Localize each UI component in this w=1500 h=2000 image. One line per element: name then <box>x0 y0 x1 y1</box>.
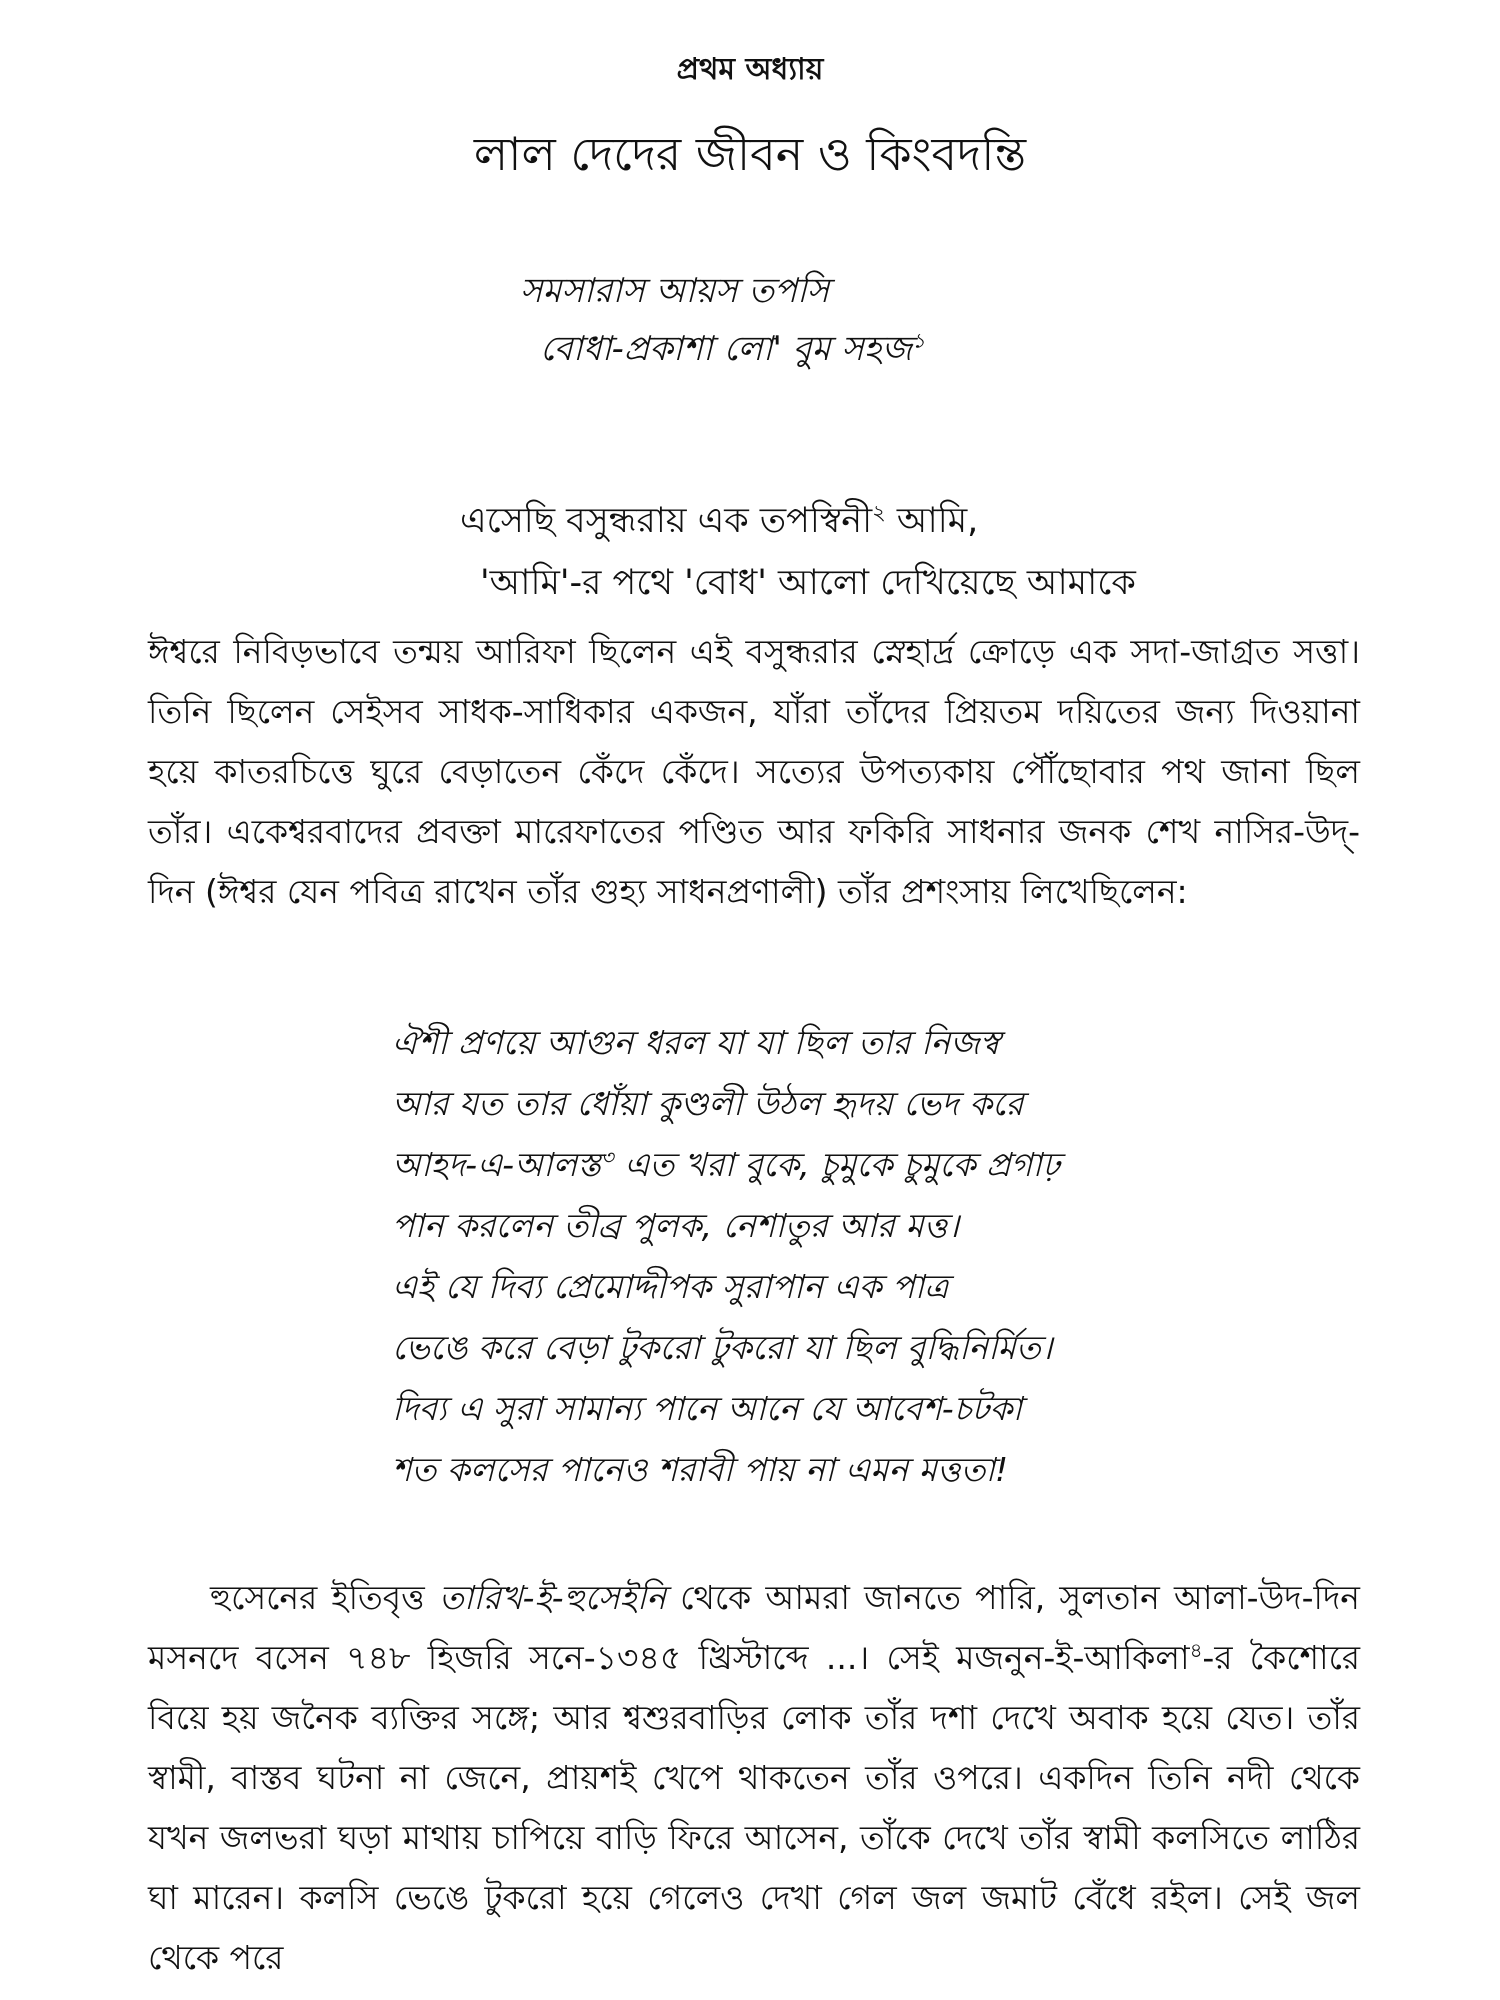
chapter-label: প্রথম অধ্যায় <box>676 52 824 87</box>
translation-line-text: এসেছি বসুন্ধরায় এক তপস্বিনী <box>460 501 873 541</box>
footnote-marker: ৪ <box>1189 1639 1203 1662</box>
epigraph-translation <box>460 490 1136 614</box>
verse-line: ঐশী প্রণয়ে আগুন ধরল যা যা ছিল তার নিজস্ব <box>392 1023 1000 1062</box>
paragraph-text: হুসেনের ইতিবৃত্ত <box>210 1578 439 1617</box>
verse-line-tail: এত খরা বুকে, চুমুকে চুমুকে প্রগাঢ় <box>613 1145 1060 1184</box>
verse-line: পান করলেন তীব্র পুলক, নেশাতুর আর মত্ত। <box>392 1206 960 1245</box>
verse-line: এই যে দিব্য প্রেমোদ্দীপক সুরাপান এক পাত্র <box>392 1267 949 1306</box>
translation-line-text: 'আমি'-র পথে 'বোধ' আলো দেখিয়েছে আমাকে <box>480 563 1136 603</box>
paragraph-text: থেকে আমরা জানতে পারি, সুলতান আলা-উদ-দিন মসনদে বসেন ৭৪৮ হিজরি সনে-১৩৪৫ খ্রিস্টাব্দে ...। সেই মজনুন-ই-আকিলা <box>148 1578 1360 1677</box>
verse-line <box>392 1134 1060 1195</box>
body-paragraph <box>148 1568 1360 1988</box>
verse-line-head: আহদ-এ-আলস্ত <box>392 1145 601 1184</box>
verse-line: দিব্য এ সুরা সামান্য পানে আনে যে আবেশ-চটকা <box>392 1389 1023 1428</box>
epigraph-line-text: সমসারাস আয়স তপসি <box>520 271 830 311</box>
footnote-marker: ২ <box>872 500 886 525</box>
translation-line <box>460 552 1136 614</box>
body-paragraph: ঈশ্বরে নিবিড়ভাবে তন্ময় আরিফা ছিলেন এই বসুন্ধরার স্নেহার্দ্র ক্রোড়ে এক সদা-জাগ্রত সত্তা। তিনি ছিলেন সেইসব সাধক-সাধিকার একজন, যাঁরা তাঁদের প্রিয়তম দয়িতের জন্য দিওয়ানা হয়ে কাতরচিত্তে ঘুরে বেড়াতেন কেঁদে কেঁদে। সত্যের উপত্যকায় পৌঁছোবার পথ জানা ছিল তাঁর। একেশ্বরবাদের প্রবক্তা মারেফাতের পণ্ডিত আর ফকিরি সাধনার জনক শেখ নাসির-উদ্-দিন (ঈশ্বর যেন পবিত্র রাখেন তাঁর গুহ্য সাধনপ্রণালী) তাঁর প্রশংসায় লিখেছিলেন: <box>148 632 1360 911</box>
chapter-title: লাল দেদের জীবন ও কিংবদন্তি <box>473 127 1027 181</box>
verse-line: আর যত তার ধোঁয়া কুণ্ডলী উঠল হৃদয় ভেদ করে <box>392 1084 1024 1123</box>
verse-line: শত কলসের পানেও শরাবী পায় না এমন মত্ততা! <box>392 1450 1009 1489</box>
book-title-reference: তারিখ-ই-হুসেইনি <box>438 1578 666 1617</box>
footnote-marker: ১ <box>912 328 926 353</box>
epigraph <box>520 262 925 378</box>
epigraph-line <box>520 262 925 320</box>
translation-line-tail: আমি, <box>885 501 979 541</box>
translation-line <box>460 490 1136 552</box>
epigraph-line <box>520 320 925 378</box>
verse-line: ভেঙে করে বেড়া টুকরো টুকরো যা ছিল বুদ্ধিনির্মিত। <box>392 1328 1053 1367</box>
verse-block <box>392 1012 1060 1500</box>
footnote-marker: ৩ <box>600 1146 614 1169</box>
epigraph-line-text: বোধা-প্রকাশা লো' বুম সহজ <box>540 329 913 369</box>
paragraph-text: -র কৈশোরে বিয়ে হয় জনৈক ব্যক্তির সঙ্গে; আর শ্বশুরবাড়ির লোক তাঁর দশা দেখে অবাক হয়ে যেত। তাঁর স্বামী, বাস্তব ঘটনা না জেনে, প্রায়শই খেপে থাকতেন তাঁর ওপরে। একদিন তিনি নদী থেকে যখন জলভরা ঘড়া মাথায় চাপিয়ে বাড়ি ফিরে আসেন, তাঁকে দেখে তাঁর স্বামী কলসিতে লাঠির ঘা মারেন। কলসি ভেঙে টুকরো হয়ে গেলেও দেখা গেল জল জমাট বেঁধে রইল। সেই জল থেকে পরে <box>148 1638 1360 1977</box>
